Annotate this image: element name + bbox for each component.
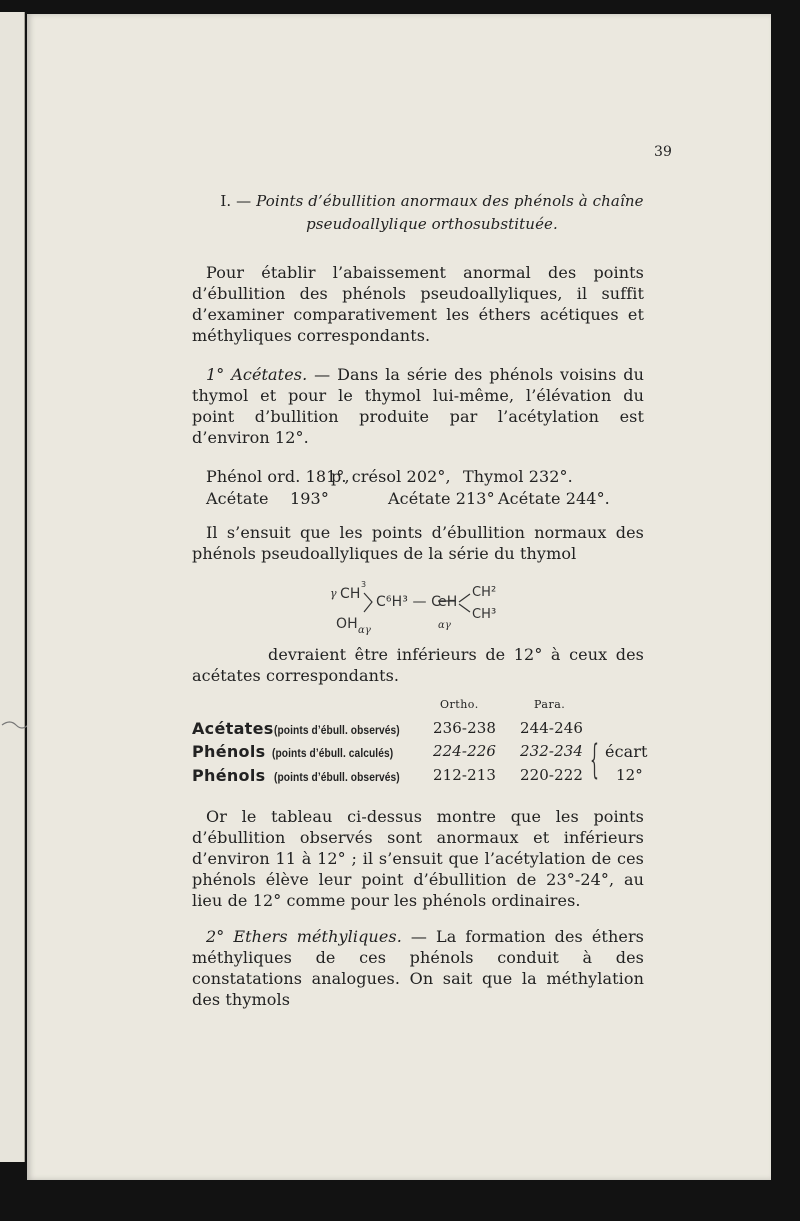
ecart-brace: { (590, 737, 599, 783)
boiling-points-row-phenols (206, 466, 626, 488)
bp-phenol: Phénol ord. 181°, (206, 467, 350, 486)
row-ortho-value: 224-226 (433, 742, 497, 760)
paragraph-methyl-ethers (192, 926, 644, 1010)
svg-text:αγ: αγ (358, 625, 371, 636)
page-fold-mark (0, 718, 30, 732)
acetates-text: — Dans la série des phénols voisins du thymol et pour le thymol lui-même, l’élévation du point d’bullition produite par l’acétylation est d’environ 12°. (192, 365, 644, 447)
row-name: Phénols (192, 766, 266, 785)
paragraph-intro (192, 262, 644, 346)
heading-title-line1: Points d’ébullition anormaux des phénols à chaîne (256, 192, 644, 210)
ecart-label: écart (605, 742, 648, 761)
formula-c6h3: C⁶H³ — C (376, 594, 442, 610)
row-name: Phénols (192, 742, 266, 761)
svg-text:γ: γ (330, 587, 337, 600)
row-note: (points d’ébull. calculés) (272, 746, 394, 760)
facing-page-edge (0, 12, 25, 1162)
row-para-value: 220-222 (520, 766, 584, 784)
section-heading (192, 190, 672, 236)
formula-sup3: 3 (361, 580, 367, 589)
heading-numeral: I. — (220, 192, 257, 210)
methyl-ethers-text: — La formation des éthers méthyliques de ces phénols conduit à des constatations analogues. On sait que la méthylation des thymols (192, 927, 644, 1009)
row-para-value: 244-246 (520, 719, 584, 737)
bp-acetate-label-1: Acétate (206, 489, 269, 508)
paragraph-normal-points (192, 522, 644, 564)
row-ortho-value: 212-213 (433, 766, 497, 784)
paragraph-inferior-text: devraient être inférieurs de 12° à ceux des acétates correspondants. (192, 645, 644, 685)
heading-title-line2: pseudoallylique orthosubstituée. (306, 215, 558, 233)
bp-cresol: p. crésol 202°, (331, 467, 451, 486)
paragraph-inferior (192, 644, 644, 686)
svg-text:αγ: αγ (438, 620, 451, 631)
boiling-points-row-acetates (206, 488, 626, 510)
boiling-points-list (206, 466, 626, 510)
svg-text:eH: eH (438, 594, 458, 610)
acetates-label: 1° Acétates. (206, 365, 308, 384)
paragraph-conclusion (192, 806, 644, 911)
bp-acetate-3: Acétate 244°. (498, 489, 610, 508)
ecart-value: 12° (616, 766, 643, 784)
bp-thymol: Thymol 232°. (463, 467, 573, 486)
row-name: Acétates (192, 719, 274, 738)
bp-acetate-value-1: 193° (290, 489, 329, 508)
formula-ch3-right: CH³ (472, 607, 497, 622)
formula-oh: OH (336, 616, 358, 632)
column-header-para: Para. (534, 698, 566, 711)
methyl-ethers-label: 2° Ethers méthyliques. (206, 927, 402, 946)
formula-ch2: CH² (472, 585, 497, 600)
page-number: 39 (653, 144, 672, 160)
row-note: (points d’ébull. observés) (274, 723, 400, 737)
paragraph-normal-points-text: Il s’ensuit que les points d’ébullition normaux des phénols pseudoallyliques de la série du thymol (192, 523, 644, 563)
paragraph-acetates (192, 364, 644, 448)
column-header-ortho: Ortho. (440, 698, 479, 711)
paragraph-conclusion-text: Or le tableau ci-dessus montre que les points d’ébullition observés sont anormaux et inférieurs d’environ 11 à 12° ; il s’ensuit que l’acétylation de ces phénols élève leur point d’ébullition de 23°-24°, au lieu de 12° comme pour les phénols ordinaires. (192, 807, 644, 910)
row-ortho-value: 236-238 (433, 719, 497, 737)
bp-acetate-2: Acétate 213° (388, 489, 495, 508)
formula-ch3-top: CH (340, 586, 361, 602)
row-para-value: 232-234 (520, 742, 584, 760)
row-note: (points d’ébull. observés) (274, 770, 400, 784)
thymol-structural-formula (320, 576, 520, 636)
book-page (27, 14, 771, 1180)
paragraph-intro-text: Pour établir l’abaissement anormal des points d’ébullition des phénols pseudoallyliques, il suffit d’examiner comparativement les éthers acétiques et méthyliques correspondants. (192, 263, 644, 345)
